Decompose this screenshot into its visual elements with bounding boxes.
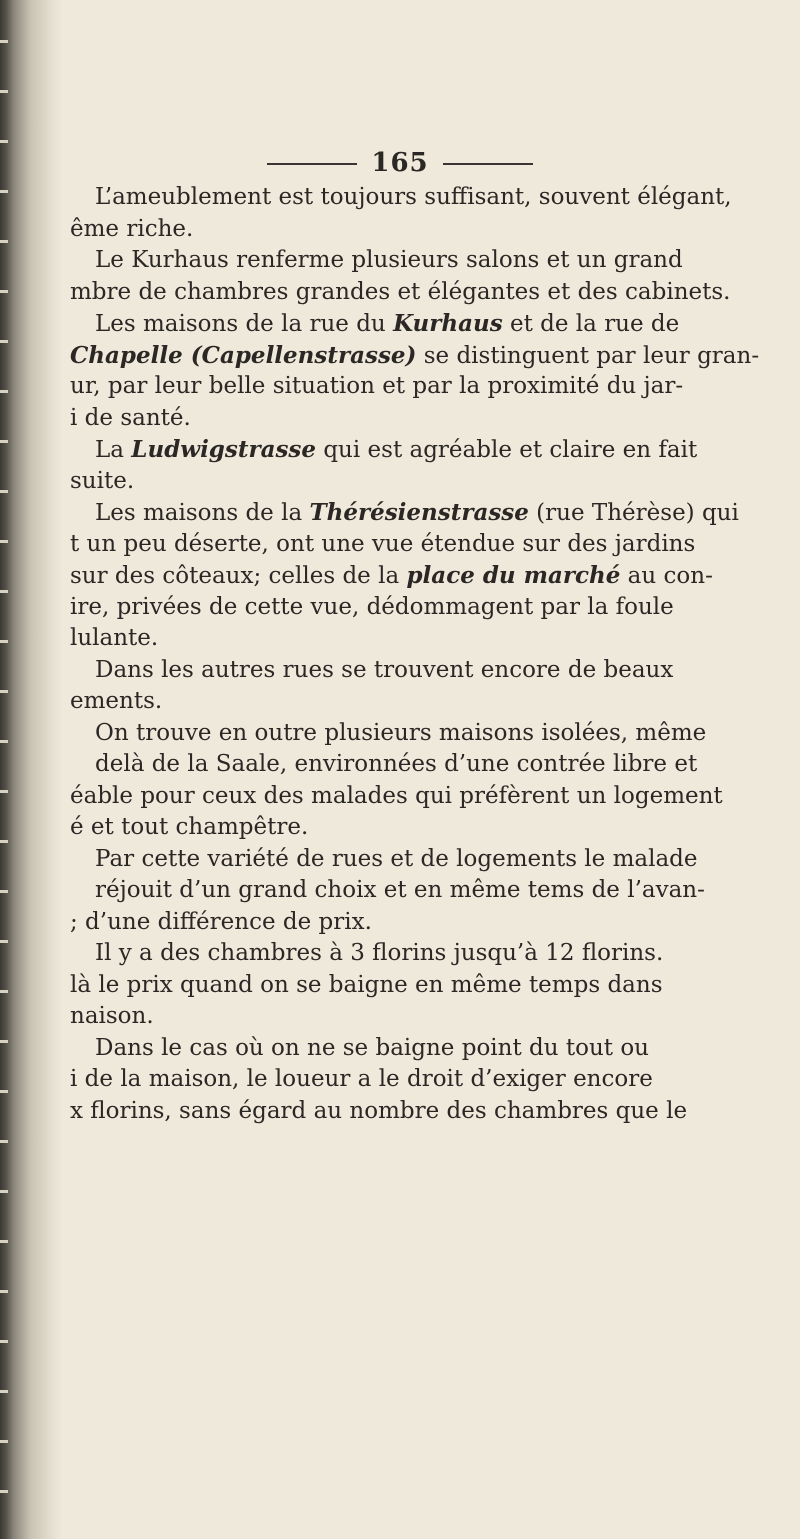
rule-left [267,163,357,165]
text-segment: L’ameublement est toujours suffisant, souvent élégant, [95,184,732,210]
text-segment: lulante. [70,625,159,651]
binding-mark [0,1490,8,1493]
binding-mark [0,1440,8,1443]
binding-mark [0,90,8,93]
text-segment: et de la rue de [502,311,680,337]
text-segment: réjouit d’un grand choix et en même tems de l’avan- [95,877,705,903]
emphasis-text: place du marché [406,562,621,589]
emphasis-text: Thérésienstrasse [309,499,529,526]
emphasis-text: Kurhaus [393,310,503,337]
text-segment: Les maisons de la [95,500,310,526]
text-segment: Dans le cas où on ne se baigne point du tout ou [95,1034,649,1061]
binding-mark [0,840,8,843]
text-segment: Dans les autres rues se trouvent encore de beaux [95,656,674,683]
text-segment: au con- [620,563,713,589]
binding-mark [0,940,8,943]
binding-mark [0,440,8,443]
page-number-text: 165 [371,148,429,178]
text-line [70,655,770,687]
text-line [70,592,770,624]
text-line [70,340,770,372]
text-segment: Le Kurhaus renferme plusieurs salons et un grand [95,247,683,273]
binding-mark [0,240,8,243]
text-segment: Il y a des chambres à 3 florins jusqu’à 12 florins. [95,940,664,966]
binding-mark [0,490,8,493]
binding-mark [0,540,8,543]
binding-mark [0,1040,8,1043]
text-segment: Les maisons de la rue du [95,311,394,337]
text-segment: La [95,437,132,463]
text-segment: x florins, sans égard au nombre des chambres que le [70,1097,688,1124]
binding-mark [0,340,8,343]
text-segment: éable pour ceux des malades qui préfèrent un logement [70,782,723,809]
text-segment: é et tout champêtre. [70,814,309,840]
binding-mark [0,1090,8,1093]
binding-mark [0,140,8,143]
text-segment: Par cette variété de rues et de logements le malade [95,845,698,872]
binding-mark [0,190,8,193]
page-number [0,148,800,178]
text-segment: suite. [70,467,135,494]
text-segment: ire, privées de cette vue, dédommagent par la foule [70,593,674,620]
text-line [70,812,770,844]
binding-mark [0,740,8,743]
text-segment: sur des côteaux; celles de la [70,563,407,589]
text-segment: qui est agréable et claire en fait [316,437,698,463]
text-line [70,781,770,813]
binding-mark [0,40,8,43]
text-line [70,529,770,561]
binding-mark [0,590,8,593]
text-line [70,560,770,592]
text-line [70,371,770,403]
text-segment: i de santé. [70,404,191,431]
binding-mark [0,1340,8,1343]
binding-mark [0,640,8,643]
text-line [70,1096,770,1128]
binding-mark [0,790,8,793]
binding-mark [0,990,8,993]
text-line [70,308,770,340]
text-line [70,497,770,529]
binding-mark [0,290,8,293]
text-line [70,1033,770,1065]
binding-mark [0,1290,8,1293]
emphasis-text: Ludwigstrasse [131,436,317,463]
text-line [70,686,770,718]
binding-mark [0,1140,8,1143]
text-segment: On trouve en outre plusieurs maisons isolées, même [95,719,707,746]
binding-mark [0,1190,8,1193]
text-line [70,214,770,246]
text-segment: i de la maison, le loueur a le droit d’exiger encore [70,1066,653,1092]
text-segment: t un peu déserte, ont une vue étendue sur des jardins [70,530,696,557]
text-segment: ême riche. [70,215,194,242]
binding-mark [0,890,8,893]
text-line [70,1001,770,1033]
text-line [70,277,770,309]
text-line [70,466,770,498]
rule-right [443,163,533,165]
binding-mark [0,690,8,693]
body-text [70,182,770,1127]
text-segment: ; d’une différence de prix. [70,908,372,935]
text-segment: (rue Thérèse) qui [528,500,739,526]
text-line [70,718,770,750]
emphasis-text: Chapelle (Capellenstrasse) [70,341,417,369]
text-line [70,403,770,435]
text-segment: delà de la Saale, environnées d’une contrée libre et [95,751,698,777]
text-line [70,182,770,214]
binding-mark [0,390,8,393]
book-binding-edge [0,0,62,1539]
text-line [70,1064,770,1096]
text-segment: naison. [70,1003,154,1029]
text-segment: là le prix quand on se baigne en même temps dans [70,971,663,998]
text-segment: mbre de chambres grandes et élégantes et des cabinets. [70,278,731,305]
text-line [70,844,770,876]
binding-mark [0,1390,8,1393]
text-segment: ements. [70,688,163,714]
text-line [70,623,770,655]
text-line [70,970,770,1002]
text-line [70,875,770,907]
text-line [70,907,770,939]
binding-mark [0,1240,8,1243]
text-segment: ur, par leur belle situation et par la proximité du jar- [70,373,684,399]
text-line [70,245,770,277]
text-line [70,749,770,781]
text-line [70,434,770,466]
text-segment: se distinguent par leur gran- [416,342,760,369]
text-line [70,938,770,970]
